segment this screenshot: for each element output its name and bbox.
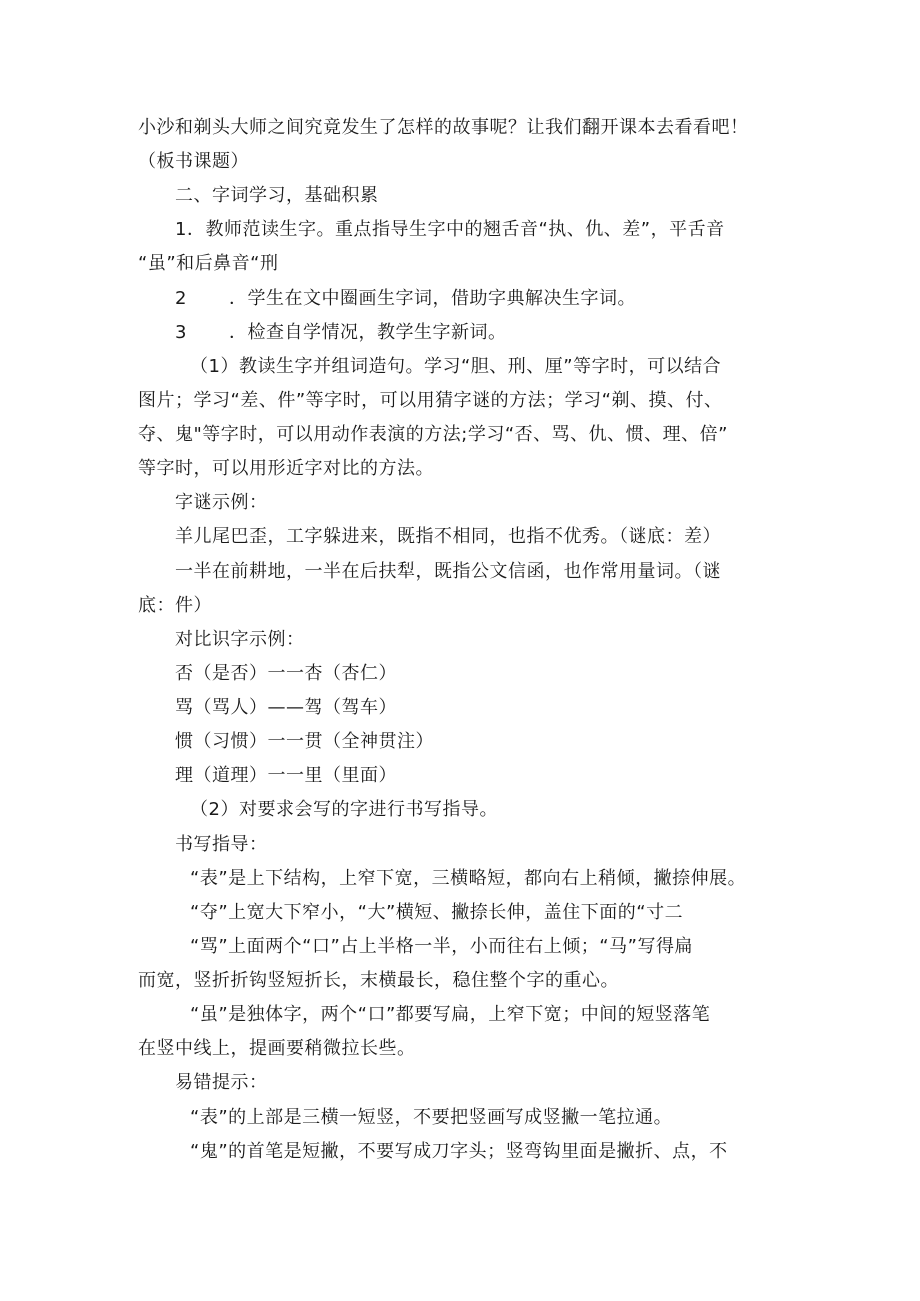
subheading: 字谜示例： <box>175 492 268 513</box>
paragraph-line: （1）教读生字并组词造句。学习“胆、刑、厘”等字时，可以结合 <box>190 356 722 377</box>
paragraph-line: 否（是否）一一杏（杏仁） <box>175 663 397 684</box>
paragraph-line: “表”是上下结构，上窄下宽，三横略短，都向右上稍倾，撇捺伸展。 <box>190 868 747 889</box>
paragraph-line: 小沙和剃头大师之间究竟发生了怎样的故事呢？让我们翻开课本去看看吧！ <box>138 117 749 138</box>
paragraph-line: “表”的上部是三横一短竖，不要把竖画写成竖撇一笔拉通。 <box>190 1107 673 1128</box>
subheading: 对比识字示例： <box>175 629 305 650</box>
paragraph-line: 理（道理）一一里（里面） <box>175 765 397 786</box>
paragraph-line: “虽”是独体字，两个“口”都要写扁，上窄下宽；中间的短竖落笔 <box>190 1004 711 1025</box>
paragraph-line: 在竖中线上，提画要稍微拉长些。 <box>138 1038 416 1059</box>
subheading: 易错提示： <box>175 1072 268 1093</box>
section-heading: 二、字词学习，基础积累 <box>175 185 379 206</box>
paragraph-line: 夺、鬼"等字时，可以用动作表演的方法;学习“否、骂、仇、惯、理、倍” <box>138 424 728 445</box>
item-text: ．检查自学情况，教学生字新词。 <box>229 322 507 343</box>
paragraph-line: 惯（习惯）一一贯（全神贯注） <box>175 731 434 752</box>
paragraph-line: 骂（骂人）——驾（驾车） <box>175 697 397 718</box>
paragraph-line: 羊儿尾巴歪，工字躲进来，既指不相同，也指不优秀。（谜底：差） <box>175 526 721 547</box>
paragraph-line: “骂”上面两个“口”占上半格一半，小而往右上倾；“马”写得扁 <box>190 936 693 957</box>
paragraph-line: “鬼”的首笔是短撇，不要写成刀字头；竖弯钩里面是撇折、点，不 <box>190 1141 728 1162</box>
item-number: 3 <box>175 322 187 343</box>
paragraph-line: “夺”上宽大下窄小，“大”横短、撇捺长伸，盖住下面的“寸二 <box>190 902 684 923</box>
item-text: ．学生在文中圈画生字词，借助字典解决生字词。 <box>229 288 636 309</box>
subheading: 书写指导： <box>175 834 268 855</box>
paragraph-line: “虽”和后鼻音“刑 <box>138 253 279 274</box>
item-number: 2 <box>175 288 187 309</box>
paragraph-line: 图片；学习“差、件”等字时，可以用猜字谜的方法；学习“剃、摸、付、 <box>138 390 723 411</box>
paragraph-line: 而宽，竖折折钩竖短折长，末横最长，稳住整个字的重心。 <box>138 970 619 991</box>
paragraph-line: （板书课题） <box>138 151 249 172</box>
paragraph-line: 一半在前耕地，一半在后扶犁，既指公文信函，也作常用量词。（谜 <box>175 561 721 582</box>
numbered-item <box>175 287 636 311</box>
paragraph-line: 等字时，可以用形近字对比的方法。 <box>138 458 434 479</box>
numbered-item <box>175 321 507 345</box>
paragraph-line: （2）对要求会写的字进行书写指导。 <box>190 799 498 820</box>
paragraph-line: 1．教师范读生字。重点指导生字中的翘舌音“执、仇、差”，平舌音 <box>175 219 725 240</box>
paragraph-line: 底：件） <box>138 595 212 616</box>
